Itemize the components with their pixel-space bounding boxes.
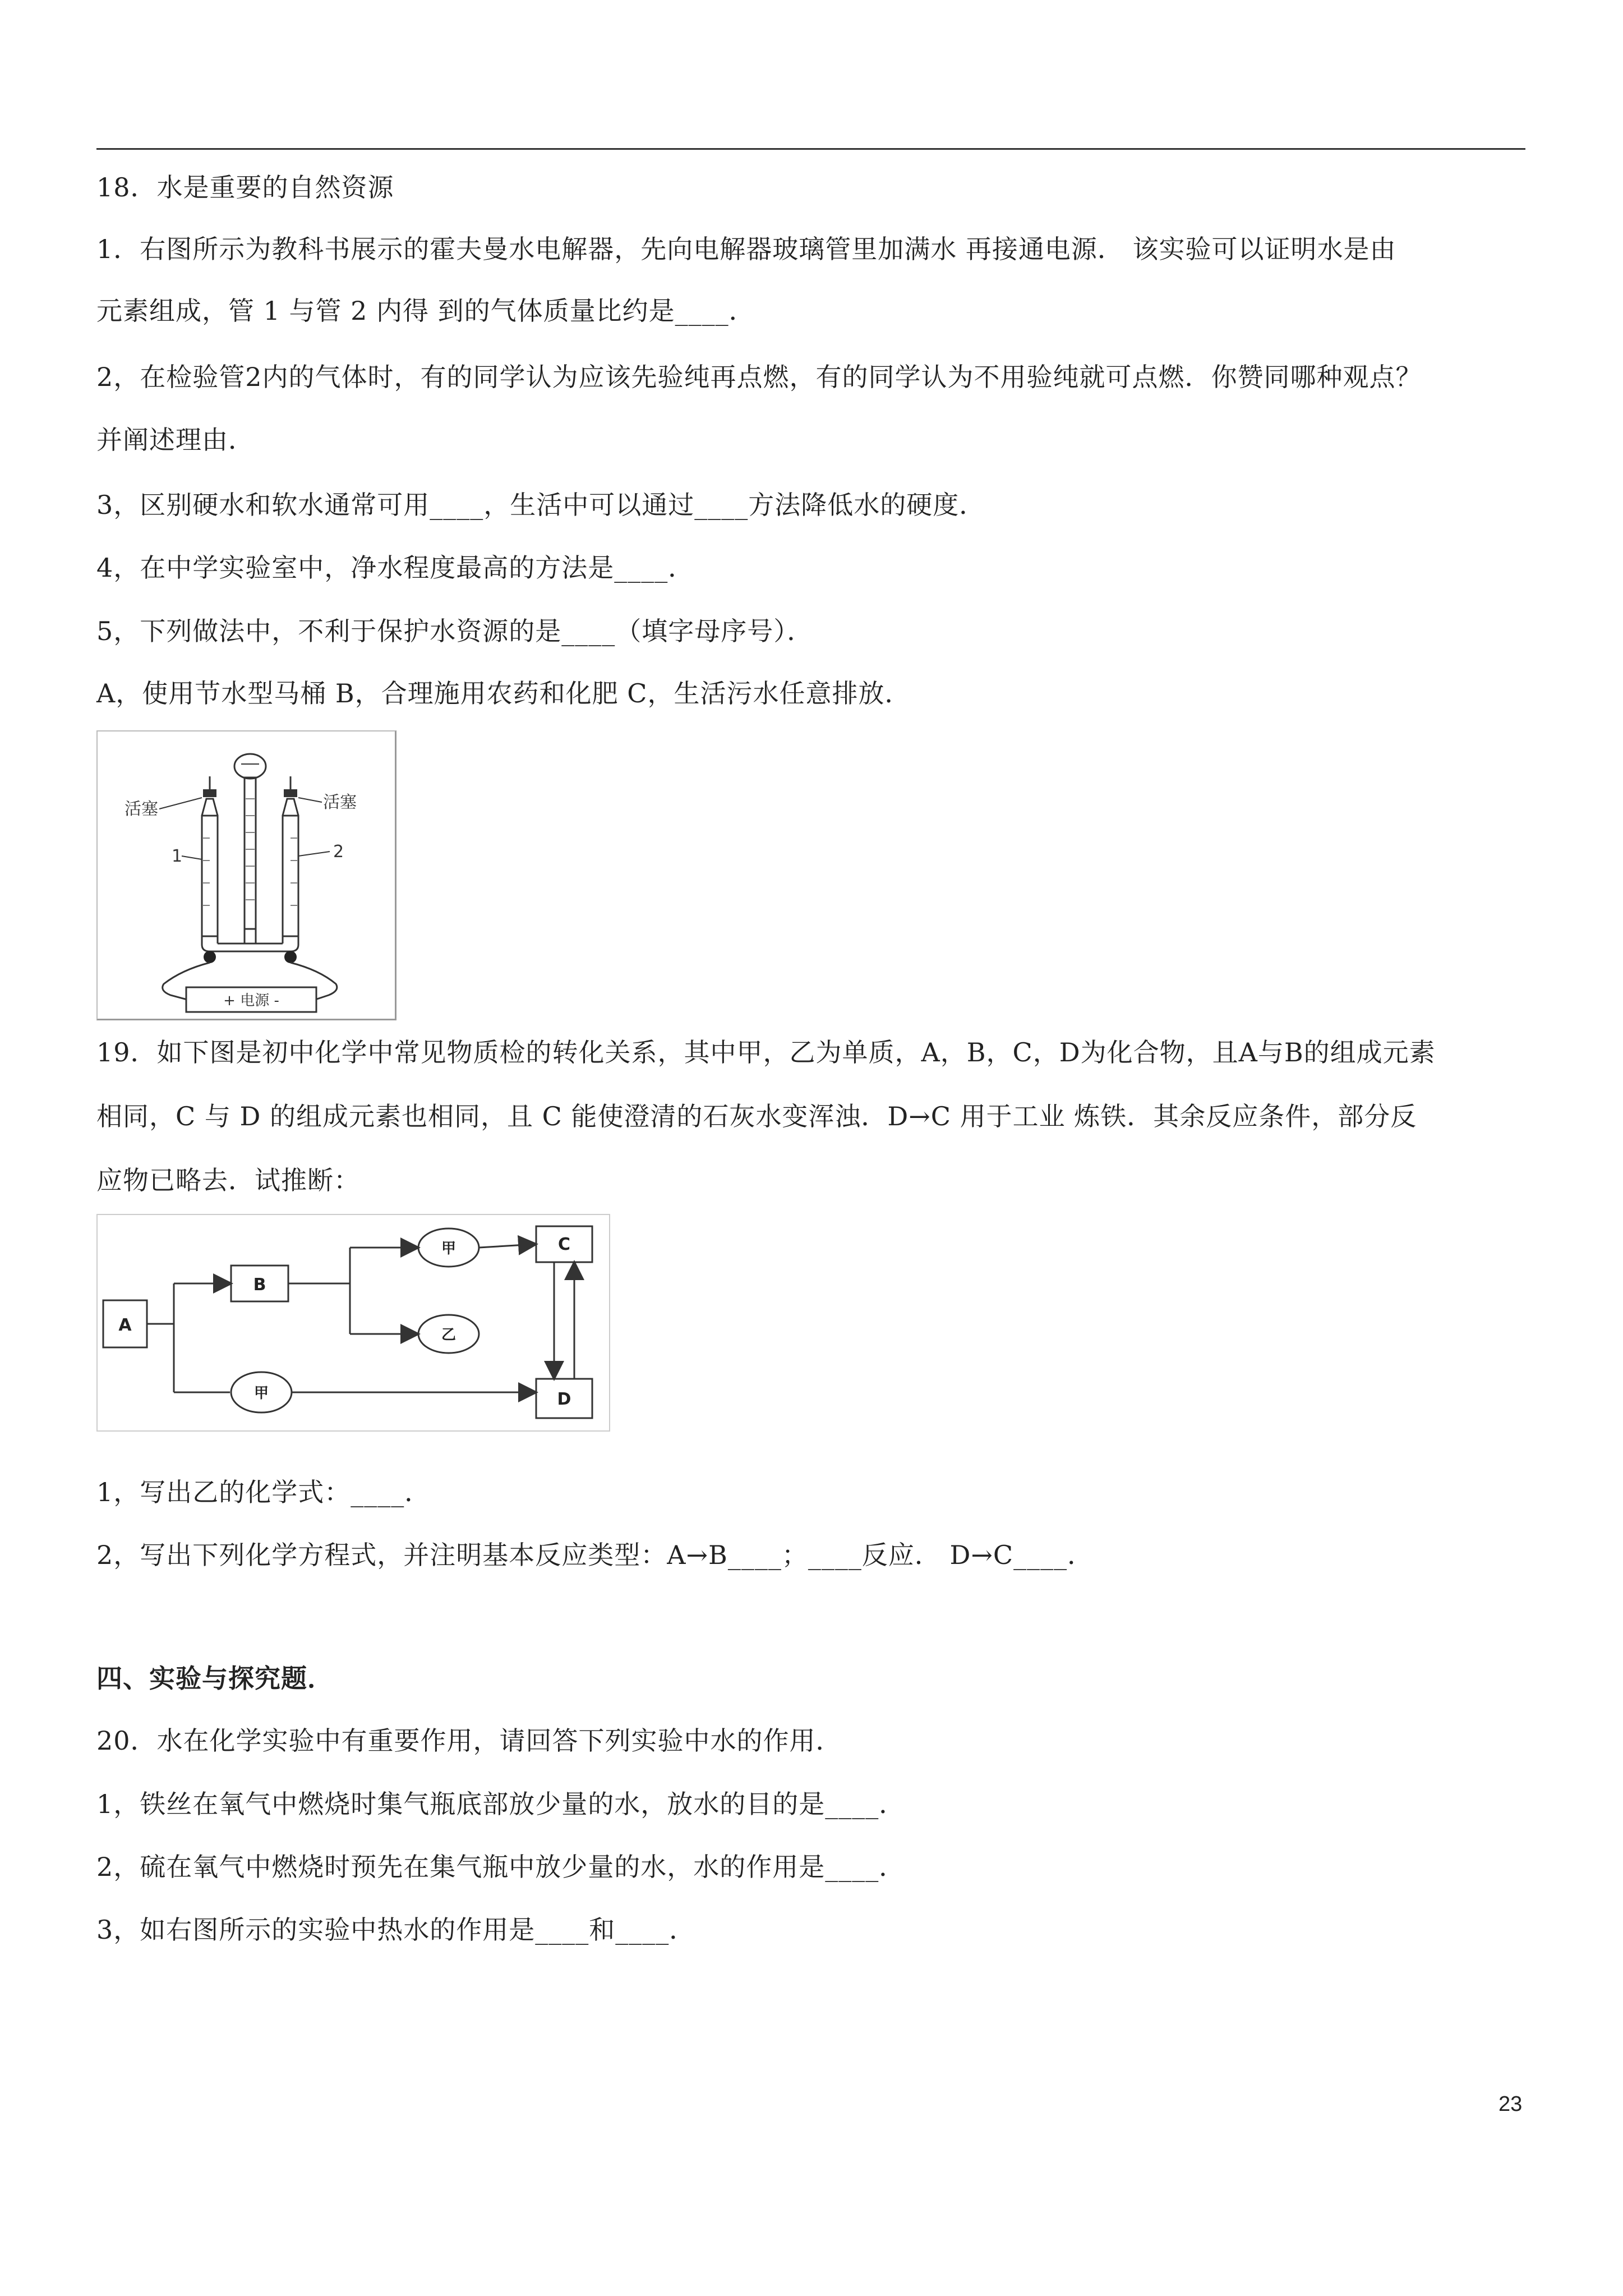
header-rule (96, 148, 1525, 150)
q18-part5: 5，下列做法中，不利于保护水资源的是____（填字母序号）． (96, 616, 814, 646)
q19-text-line1: 19．如下图是初中化学中常见物质检的转化关系，其中甲，乙为单质，A，B，C，D为化合物，且A与B的组成元素 (96, 1037, 1436, 1068)
q18-part1-line2: 元素组成，管 1 与管 2 内得 到的气体质量比约是____． (96, 296, 755, 326)
transformation-diagram (96, 1214, 610, 1432)
q20-sub1: 1，铁丝在氧气中燃烧时集气瓶底部放少量的水，放水的目的是____． (96, 1789, 906, 1819)
electrolysis-apparatus-figure (96, 730, 396, 1020)
power-supply-label: + 电源 - (223, 992, 279, 1009)
node-jia-bottom: 甲 (253, 1385, 269, 1402)
page-number: 23 (1498, 2092, 1523, 2116)
stopcock-left-label: 活塞 (125, 799, 158, 819)
section4-heading: 四、实验与探究题． (96, 1663, 334, 1694)
q19-sub2: 2，写出下列化学方程式，并注明基本反应类型：A→B____；____反应． D→C____． (96, 1540, 1094, 1570)
q18-options: A，使用节水型马桶 B，合理施用农药和化肥 C，生活污水任意排放． (96, 678, 911, 708)
stopcock-right-label: 活塞 (323, 793, 357, 812)
q18-part1-line1: 1．右图所示为教科书展示的霍夫曼水电解器，先向电解器玻璃管里加满水 再接通电源． 该实验可以证明水是由 (96, 234, 1396, 264)
node-b: B (253, 1275, 266, 1295)
tube-2-label: 2 (333, 842, 344, 862)
node-c: C (557, 1235, 571, 1254)
q20-title: 20．水在化学实验中有重要作用，请回答下列实验中水的作用． (96, 1726, 842, 1756)
q18-part4: 4，在中学实验室中，净水程度最高的方法是____． (96, 553, 695, 583)
q19-sub1: 1，写出乙的化学式：____． (96, 1477, 431, 1507)
q18-part2-line1: 2，在检验管2内的气体时，有的同学认为应该先验纯再点燃，有的同学认为不用验纯就可点燃．你赞同哪种观点？ (96, 362, 1422, 392)
node-jia-top: 甲 (441, 1240, 457, 1257)
q18-part3: 3，区别硬水和软水通常可用____，生活中可以通过____方法降低水的硬度． (96, 490, 986, 520)
node-d: D (557, 1389, 571, 1409)
q19-text-line2: 相同，C 与 D 的组成元素也相同，且 C 能使澄清的石灰水变浑浊．D→C 用于工业 炼铁．其余反应条件，部分反 (96, 1101, 1417, 1131)
q20-sub3: 3，如右图所示的实验中热水的作用是____和____． (96, 1915, 696, 1945)
tube-1-label: 1 (172, 846, 183, 866)
q18-title: 18．水是重要的自然资源 (96, 172, 394, 203)
q20-sub2: 2，硫在氧气中燃烧时预先在集气瓶中放少量的水，水的作用是____． (96, 1852, 906, 1882)
node-yi: 乙 (441, 1327, 457, 1343)
q18-part2-line2: 并阐述理由． (96, 425, 255, 455)
q19-text-line3: 应物已略去．试推断： (96, 1165, 360, 1195)
node-a: A (118, 1315, 132, 1335)
